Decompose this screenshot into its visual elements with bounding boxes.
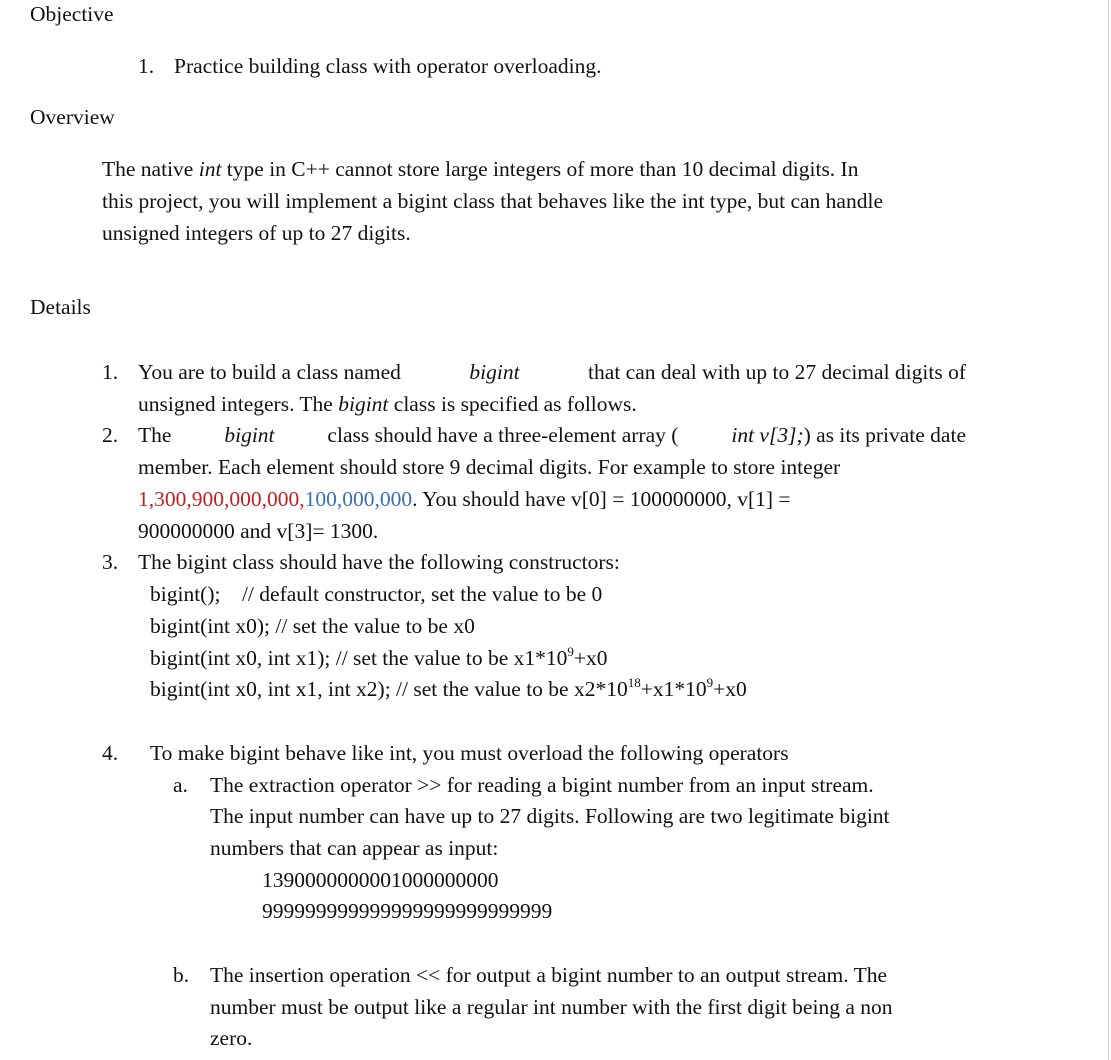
input-example-1: 1390000000001000000000 xyxy=(262,868,499,892)
subitem-b-line-2: number must be output like a regular int number with the first digit being a non xyxy=(210,995,893,1019)
subitem-a-line-1: The extraction operator >> for reading a bigint number from an input stream. xyxy=(210,773,874,797)
subitem-b-line-3: zero. xyxy=(210,1026,253,1050)
details-item-2-line-1: The bigint class should have a three-element array ( int v[3];) as its private date xyxy=(138,423,966,447)
objective-item-number: 1. xyxy=(138,54,155,78)
constructor-one-arg: bigint(int x0); // set the value to be x0 xyxy=(150,614,475,638)
details-item-4-number: 4. xyxy=(102,741,119,765)
details-item-3-text: The bigint class should have the following constructors: xyxy=(138,550,620,574)
example-digits-900: 900,000,000, xyxy=(191,487,305,511)
constructor-three-args: bigint(int x0, int x1, int x2); // set the value to be $x2*10^{18}+x1*10^9+x0$ xyxy=(150,675,747,701)
overview-heading: Overview xyxy=(30,105,115,129)
details-item-2-line-4: 900000000 and v[3]= 1300. xyxy=(138,519,379,543)
details-heading: Details xyxy=(30,295,91,319)
details-item-1-line-2: unsigned integers. The bigint class is specified as follows. xyxy=(138,392,637,416)
objective-item-text: Practice building class with operator overloading. xyxy=(174,54,602,78)
details-item-2-line-2: member. Each element should store 9 decimal digits. For example to store integer xyxy=(138,455,841,479)
details-item-1-number: 1. xyxy=(102,360,119,384)
details-item-3-number: 3. xyxy=(102,550,119,574)
constructor-two-args: bigint(int x0, int x1); // set the value to be $x1*10^9+x0$ xyxy=(150,644,608,670)
subitem-a-line-2: The input number can have up to 27 digits. Following are two legitimate bigint xyxy=(210,804,890,828)
overview-line-3: unsigned integers of up to 27 digits. xyxy=(102,221,411,245)
subitem-a-label: a. xyxy=(173,773,188,797)
details-item-2-number: 2. xyxy=(102,423,119,447)
constructor-default: bigint(); // default constructor, set the value to be 0 xyxy=(150,582,603,606)
objective-heading: Objective xyxy=(30,2,114,26)
subitem-b-label: b. xyxy=(173,963,190,987)
overview-line-1: The native int type in C++ cannot store large integers of more than 10 decimal digits. In xyxy=(102,157,859,181)
subitem-b-line-1: The insertion operation << for output a bigint number to an output stream. The xyxy=(210,963,888,987)
details-item-4-text: To make bigint behave like int, you must overload the following operators xyxy=(150,741,789,765)
example-digits-100: 100,000,000 xyxy=(304,487,413,511)
example-digits-1300: 1,300, xyxy=(138,487,192,511)
details-item-2-line-3: 1,300,900,000,000,100,000,000. You should have v[0] = 100000000, v[1] = xyxy=(138,487,791,511)
overview-line-2: this project, you will implement a bigint class that behaves like the int type, but can handle xyxy=(102,189,883,213)
subitem-a-line-3: numbers that can appear as input: xyxy=(210,836,499,860)
input-example-2: 999999999999999999999999999 xyxy=(262,899,553,923)
details-item-1-line-1: You are to build a class named bigint that can deal with up to 27 decimal digits of xyxy=(138,360,966,384)
page-right-border xyxy=(1108,0,1109,1060)
